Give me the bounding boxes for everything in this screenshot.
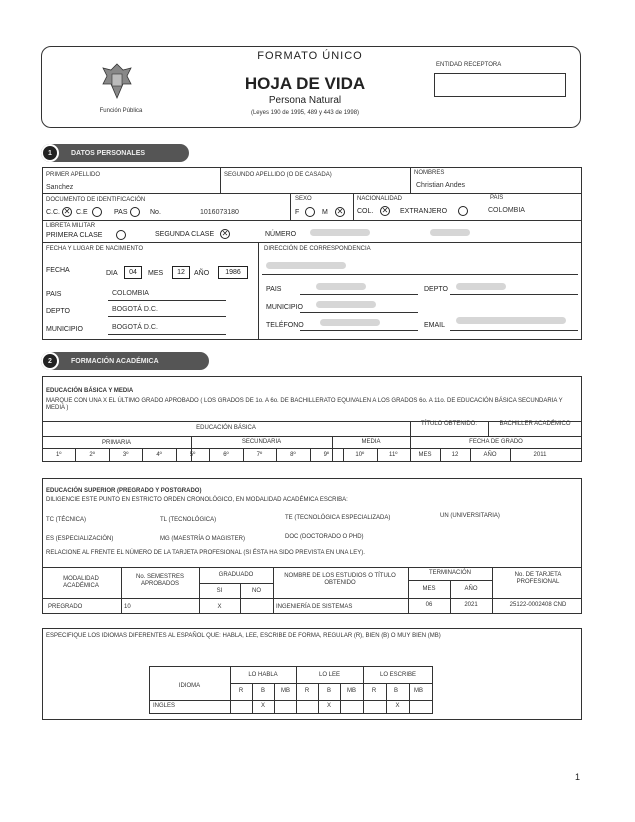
grade-cell[interactable]: 3º bbox=[122, 452, 129, 458]
row-semestres[interactable]: 10 bbox=[124, 604, 131, 610]
col-graduado: GRADUADO bbox=[218, 572, 254, 578]
municipio-nac-label: MUNICIPIO bbox=[46, 326, 83, 333]
doc-no-label: No. bbox=[150, 209, 161, 216]
idioma-row-name[interactable]: INGLES bbox=[153, 703, 176, 709]
titulo-obtenido-label: TÍTULO OBTENIDO: bbox=[420, 421, 477, 427]
primera-clase-label: PRIMERA CLASE bbox=[46, 232, 103, 239]
section-2-header bbox=[41, 352, 209, 370]
level-header: MB bbox=[414, 688, 423, 694]
municipio-nac-value[interactable]: BOGOTÁ D.C. bbox=[112, 324, 158, 331]
grade-cell[interactable]: 10º bbox=[355, 452, 365, 458]
grade-cell[interactable]: 7º bbox=[256, 452, 263, 458]
modalidad-te: TE (TECNOLÓGICA ESPECIALIZADA) bbox=[285, 515, 391, 521]
col-nombre: NOMBRE DE LOS ESTUDIOS O TÍTULO OBTENIDO bbox=[284, 573, 396, 586]
row-nombre[interactable]: INGENIERÍA DE SISTEMAS bbox=[276, 604, 353, 610]
ano-label: AÑO bbox=[194, 270, 210, 277]
idiomas-title: ESPECIFIQUE LOS IDIOMAS DIFERENTES AL ESPAÑOL QUE: HABLA, LEE, ESCRIBE DE FORMA, REGULAR (R), BIEN (B) O MUY BIEN (MB) bbox=[46, 633, 441, 639]
mes-value[interactable]: 12 bbox=[172, 266, 190, 279]
col-modalidad: MODALIDAD ACADÉMICA bbox=[63, 576, 99, 589]
pais-nac-value[interactable]: COLOMBIA bbox=[112, 290, 149, 297]
sexo-m-label: M bbox=[322, 209, 328, 216]
dia-label: DIA bbox=[106, 270, 118, 277]
col-term-mes: MES bbox=[422, 586, 436, 592]
fecha-grado-header: FECHA DE GRADO bbox=[469, 439, 523, 445]
habla-mark[interactable]: X bbox=[260, 703, 265, 709]
grade-cell[interactable]: 8º bbox=[290, 452, 296, 458]
coat-of-arms-icon bbox=[97, 60, 137, 104]
mes-label: MES bbox=[148, 270, 164, 277]
row-term-mes[interactable]: 06 bbox=[425, 602, 433, 608]
primer-apellido-value[interactable]: Sanchez bbox=[46, 184, 74, 191]
modalidad-tc: TC (TÉCNICA) bbox=[46, 517, 86, 523]
redacted-numero-2 bbox=[430, 229, 470, 236]
segunda-clase-label: SEGUNDA CLASE bbox=[155, 231, 215, 238]
sexo-label: SEXO bbox=[295, 196, 312, 202]
media-header: MEDIA bbox=[361, 439, 381, 445]
nac-col-radio[interactable]: ✕ bbox=[381, 206, 389, 215]
grade-cell[interactable]: 6º bbox=[223, 452, 229, 458]
section-label: DATOS PERSONALES bbox=[71, 149, 146, 157]
nac-col-label: COL. bbox=[357, 208, 374, 215]
nombres-value[interactable]: Christian Andes bbox=[416, 182, 466, 189]
row-graduado-si[interactable]: X bbox=[217, 604, 222, 610]
modalidad-tl: TL (TECNOLÓGICA) bbox=[160, 517, 217, 523]
pais-nac-label: PAIS bbox=[46, 291, 62, 298]
lo-escribe-header: LO ESCRIBE bbox=[379, 672, 416, 678]
form-subtitle: Persona Natural bbox=[268, 95, 342, 106]
doc-cc-label: C.C. bbox=[46, 209, 60, 216]
nombres-label: NOMBRES bbox=[414, 170, 445, 176]
section-1-header bbox=[41, 144, 189, 162]
doc-ce-radio[interactable] bbox=[92, 207, 102, 217]
primer-apellido-label: PRIMER APELLIDO bbox=[46, 172, 101, 178]
level-header: R bbox=[304, 688, 310, 694]
entity-input[interactable] bbox=[434, 73, 566, 97]
relacione-text: RELACIONE AL FRENTE EL NÚMERO DE LA TARJETA PROFESIONAL (SI ÉSTA HA SIDO PREVISTA EN UNA LEY). bbox=[46, 550, 365, 556]
col-terminacion: TERMINACIÓN bbox=[429, 570, 471, 576]
depto-nac-value[interactable]: BOGOTÁ D.C. bbox=[112, 306, 158, 313]
grado-ano-value[interactable]: 2011 bbox=[533, 452, 547, 458]
redacted-numero bbox=[310, 229, 370, 236]
dia-value[interactable]: 04 bbox=[124, 266, 142, 279]
col-graduado-si: SI bbox=[216, 588, 223, 594]
col-term-ano: AÑO bbox=[464, 586, 478, 592]
doc-pas-radio[interactable] bbox=[130, 207, 140, 217]
logo-caption: Función Pública bbox=[99, 108, 143, 114]
fecha-lugar-label: FECHA Y LUGAR DE NACIMIENTO bbox=[46, 246, 144, 252]
row-tarjeta[interactable]: 25122-0002408 CND bbox=[509, 602, 567, 608]
dir-depto-label: DEPTO bbox=[424, 286, 448, 293]
sexo-f-label: F bbox=[295, 209, 300, 216]
grado-mes-value[interactable]: 12 bbox=[451, 452, 459, 458]
nac-ext-radio[interactable] bbox=[458, 206, 468, 216]
modalidad-es: ES (ESPECIALIZACIÓN) bbox=[46, 536, 114, 542]
grade-cell[interactable]: 4º bbox=[156, 452, 162, 458]
redacted-dir-depto bbox=[456, 283, 506, 290]
form-title-top: FORMATO ÚNICO bbox=[257, 50, 363, 62]
basica-instructions: MARQUE CON UNA X EL ÚLTIMO GRADO APROBADO ( LOS GRADOS DE 1o. A 6o. DE BACHILLERATO EQUIVALEN A LOS GRADOS 6o. A 11o. DE EDUCACIÓN BÁSICA SECUNDARIA Y MEDIA ) bbox=[46, 398, 563, 411]
lo-lee-header: LO LEE bbox=[318, 672, 340, 678]
nac-ext-label: EXTRANJERO bbox=[400, 208, 448, 215]
redacted-dir-pais bbox=[316, 283, 366, 290]
redacted-dir-municipio bbox=[316, 301, 376, 308]
ano-value[interactable]: 1986 bbox=[218, 266, 248, 279]
redacted-dir-telefono bbox=[320, 319, 380, 326]
redacted-direccion bbox=[266, 262, 346, 269]
pais-label: PAIS bbox=[490, 195, 504, 201]
col-semestres: No. SEMESTRES APROBADOS bbox=[135, 574, 184, 587]
nacionalidad-label: NACIONALIDAD bbox=[357, 196, 403, 202]
row-modalidad[interactable]: PREGRADO bbox=[48, 604, 83, 610]
superior-instructions: DILIGENCIE ESTE PUNTO EN ESTRICTO ORDEN CRONOLÓGICO, EN MODALIDAD ACADÉMICA ESCRIBA: bbox=[46, 497, 348, 503]
segunda-clase-radio[interactable]: ✕ bbox=[221, 229, 229, 238]
doc-number-value[interactable]: 1016073180 bbox=[200, 209, 239, 216]
law-reference: (Leyes 190 de 1995, 489 y 443 de 1998) bbox=[250, 110, 360, 116]
dir-email-label: EMAIL bbox=[424, 322, 446, 329]
redacted-dir-email bbox=[456, 317, 566, 324]
lo-habla-header: LO HABLA bbox=[248, 672, 278, 678]
section-number: 2 bbox=[41, 352, 59, 370]
pais-value[interactable]: COLOMBIA bbox=[488, 207, 525, 214]
lee-mark[interactable]: X bbox=[326, 703, 331, 709]
depto-nac-label: DEPTO bbox=[46, 308, 70, 315]
grado-mes-label: MES bbox=[418, 452, 432, 458]
modalidad-doc: DOC (DOCTORADO O PHD) bbox=[285, 534, 364, 540]
grade-cell[interactable]: 5º bbox=[189, 452, 196, 458]
fecha-label: FECHA bbox=[46, 267, 70, 274]
section-label: FORMACIÓN ACADÉMICA bbox=[71, 357, 159, 365]
grade-cell[interactable]: 11º bbox=[389, 452, 398, 458]
primaria-header: PRIMARIA bbox=[101, 440, 131, 446]
dir-pais-label: PAIS bbox=[266, 286, 282, 293]
grade-cell[interactable]: 9º bbox=[323, 452, 330, 458]
level-header: MB bbox=[347, 688, 356, 694]
grade-cell[interactable]: 1º bbox=[55, 452, 62, 458]
libreta-label: LIBRETA MILITAR bbox=[46, 223, 96, 229]
grado-ano-label: AÑO bbox=[483, 452, 497, 458]
doc-pas-label: PAS bbox=[114, 209, 128, 216]
basica-title: EDUCACIÓN BÁSICA Y MEDIA bbox=[46, 388, 134, 394]
doc-label: DOCUMENTO DE IDENTIFICACIÓN bbox=[46, 197, 146, 203]
dir-telefono-label: TELÉFONO bbox=[266, 322, 304, 329]
entity-label: ENTIDAD RECEPTORA bbox=[436, 62, 502, 68]
primera-clase-radio[interactable] bbox=[116, 230, 126, 240]
sexo-f-radio[interactable] bbox=[305, 207, 315, 217]
modalidad-mg: MG (MAESTRÍA O MAGISTER) bbox=[160, 536, 246, 542]
idioma-header: IDIOMA bbox=[178, 683, 201, 689]
segundo-apellido-label: SEGUNDO APELLIDO (O DE CASADA) bbox=[224, 172, 332, 178]
dir-municipio-label: MUNICIPIO bbox=[266, 304, 303, 311]
level-header: MB bbox=[281, 688, 290, 694]
row-term-ano[interactable]: 2021 bbox=[464, 602, 478, 608]
doc-cc-radio[interactable]: ✕ bbox=[63, 207, 71, 216]
level-header: B bbox=[326, 688, 331, 694]
escribe-mark[interactable]: X bbox=[395, 703, 400, 709]
titulo-obtenido-value[interactable]: BACHILLER ACADÉMICO bbox=[499, 421, 571, 427]
doc-ce-label: C.E bbox=[76, 209, 88, 216]
edu-basica-header: EDUCACIÓN BÁSICA bbox=[196, 425, 256, 431]
form-title-main: HOJA DE VIDA bbox=[244, 74, 366, 93]
level-header: R bbox=[371, 688, 377, 694]
col-graduado-no: NO bbox=[252, 588, 261, 594]
level-header: B bbox=[260, 688, 265, 694]
direccion-label: DIRECCIÓN DE CORRESPONDENCIA bbox=[264, 246, 371, 252]
modalidad-un: UN (UNIVERSITARIA) bbox=[440, 513, 500, 519]
numero-label: NÚMERO bbox=[265, 231, 297, 238]
superior-title: EDUCACIÓN SUPERIOR (PREGRADO Y POSTGRADO) bbox=[46, 488, 202, 494]
level-header: R bbox=[238, 688, 244, 694]
section-number: 1 bbox=[41, 144, 59, 162]
page-number: 1 bbox=[575, 772, 581, 782]
level-header: B bbox=[393, 688, 398, 694]
grade-cell[interactable]: 2º bbox=[89, 452, 95, 458]
col-tarjeta: No. DE TARJETA PROFESIONAL bbox=[514, 572, 562, 585]
sexo-m-radio[interactable]: ✕ bbox=[336, 207, 344, 216]
secundaria-header: SECUNDARIA bbox=[241, 439, 282, 445]
